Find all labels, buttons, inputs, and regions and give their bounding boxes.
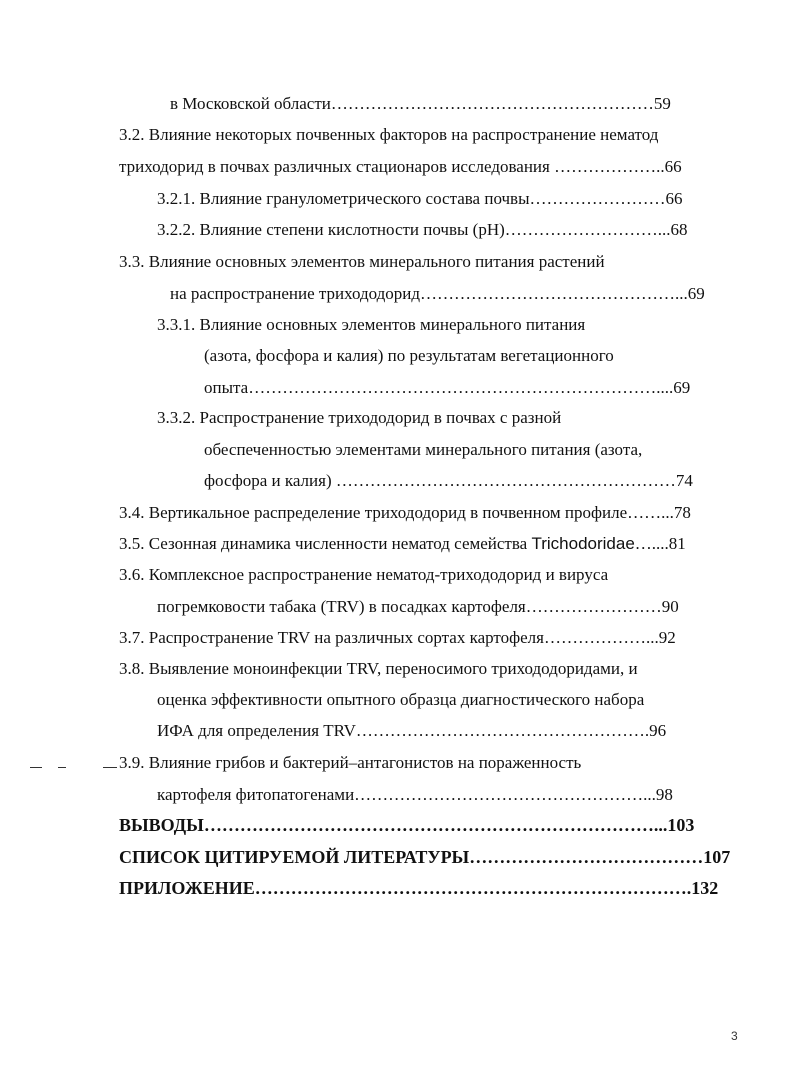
toc-line-appendix: ПРИЛОЖЕНИЕ……………………………………………………………….132 — [119, 878, 719, 898]
margin-mark — [103, 767, 117, 768]
toc-line-3-3-cont: на распространение трихододорид………………………………………...69 — [170, 284, 705, 303]
toc-line-3-3-2-cont1: обеспеченностью элементами минерального питания (азота, — [204, 440, 643, 459]
page-number: 3 — [731, 1029, 738, 1043]
toc-line-3-3-2-cont2: фосфора и калия) ……………………………………………………74 — [204, 471, 693, 490]
toc-line-3-3-1-cont2: опыта………………………………………………………………....69 — [204, 378, 691, 397]
toc-line-3-8-cont1: оценка эффективности опытного образца диагностического набора — [157, 690, 645, 709]
toc-line-3-8-cont2: ИФА для определения TRV…………………………………………….96 — [157, 721, 667, 740]
toc-line-3-9: 3.9. Влияние грибов и бактерий–антагонистов на пораженность — [119, 753, 582, 772]
toc-line-3-9-cont: картофеля фитопатогенами……………………………………………...98 — [157, 785, 673, 804]
toc-line-3-6-cont: погремковости табака (TRV) в посадках картофеля……………………90 — [157, 597, 679, 616]
margin-mark — [30, 767, 42, 768]
toc-line-3-6: 3.6. Комплексное распространение нематод-трихододорид и вируса — [119, 565, 609, 584]
toc-line-3-2-2: 3.2.2. Влияние степени кислотности почвы (рН)………………………...68 — [157, 220, 688, 239]
toc-line-3-5-text: 3.5. Сезонная динамика численности нематод семейства — [119, 534, 532, 553]
toc-line-3-2: 3.2. Влияние некоторых почвенных факторов на распространение нематод — [119, 125, 659, 144]
toc-line-3-3-1: 3.3.1. Влияние основных элементов минерального питания — [157, 315, 586, 334]
toc-line-3-3-2: 3.3.2. Распространение трихододорид в почвах с разной — [157, 408, 562, 427]
toc-line-conclusions: ВЫВОДЫ…………………………………………………………………...103 — [119, 815, 695, 835]
margin-mark — [58, 767, 66, 768]
toc-line-3-7: 3.7. Распространение TRV на различных сортах картофеля………………...92 — [119, 628, 676, 647]
toc-line-references: СПИСОК ЦИТИРУЕМОЙ ЛИТЕРАТУРЫ…………………………………107 — [119, 847, 731, 867]
toc-line-3-5 — [119, 534, 686, 554]
toc-line-3-5-latin: Trichodoridae — [531, 534, 635, 553]
toc-line-3-4: 3.4. Вертикальное распределение трихододорид в почвенном профиле……...78 — [119, 503, 691, 522]
toc-line-3-2-1: 3.2.1. Влияние гранулометрического состава почвы……………………66 — [157, 189, 683, 208]
toc-line-3-2-cont: триходорид в почвах различных стационаров исследования ………………..66 — [119, 157, 682, 176]
toc-line-3-5-page: …....81 — [634, 534, 686, 553]
toc-line-3-3-1-cont1: (азота, фосфора и калия) по результатам вегетационного — [204, 346, 614, 365]
toc-line-3-8: 3.8. Выявление моноинфекции TRV, переносимого трихододоридами, и — [119, 659, 638, 678]
toc-line-3-3: 3.3. Влияние основных элементов минерального питания растений — [119, 252, 605, 271]
toc-line-moscow-region: в Московской области…………………………………………………59 — [170, 94, 671, 113]
